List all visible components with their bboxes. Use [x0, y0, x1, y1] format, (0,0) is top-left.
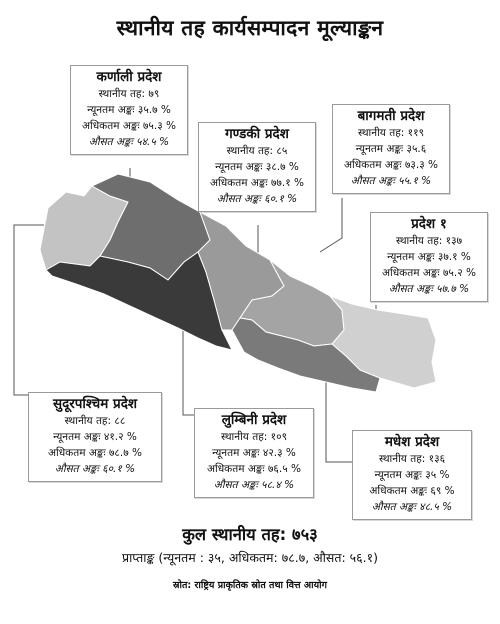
info-box-karnali [70, 65, 188, 155]
min-score: न्यूनतम अङ्कः ३८.७ % [215, 161, 299, 173]
max-score: अधिकतम अङ्कः ७७.१ % [209, 177, 305, 189]
max-score: अधिकतम अङ्कः ७५.३ % [81, 120, 177, 132]
local-units: स्थानीय तह: ७९ [98, 88, 160, 100]
info-box-province1 [370, 212, 488, 302]
max-score: अधिकतम अङ्कः ७६.५ % [206, 463, 302, 475]
province-name: कर्णाली प्रदेश [96, 69, 162, 85]
min-score: न्यूनतम अङ्कः ३७.१ % [387, 251, 471, 263]
max-score: अधिकतम अङ्कः ६९ % [369, 485, 455, 497]
leader-sudurpashchim [14, 225, 44, 395]
avg-score: औसत अङ्कः ६०.१ % [216, 193, 298, 205]
info-box-bagmati [332, 104, 450, 194]
max-score: अधिकतम अङ्कः ७८.७ % [47, 447, 143, 459]
local-units: स्थानीय तह: ८८ [64, 415, 126, 427]
avg-score: औसत अङ्कः ५७.७ % [388, 283, 470, 295]
avg-score: औसत अङ्कः ५८.४ % [213, 479, 295, 491]
province-name: लुम्बिनी प्रदेश [221, 412, 287, 428]
max-score: अधिकतम अङ्कः ७५.२ % [381, 267, 477, 279]
map-title: स्थानीय तह कार्यसम्पादन मूल्याङ्कन [116, 16, 384, 40]
info-box-gandaki [198, 122, 316, 212]
score-range: प्राप्ताङ्क (न्यूनतम : ३५, अधिकतम: ७८.७, औसत: ५६.१) [121, 550, 379, 565]
province-name: मधेश प्रदेश [384, 434, 440, 450]
local-units: स्थानीय तह: ११९ [357, 127, 425, 139]
min-score: न्यूनतम अङ्कः ३५.७ % [87, 104, 171, 116]
min-score: न्यूनतम अङ्कः ३५ % [374, 469, 450, 481]
local-units: स्थानीय तह: १३६ [378, 453, 446, 465]
province-name: प्रदेश १ [411, 216, 447, 232]
min-score: न्यूनतम अङ्कः ३५.६ [355, 143, 427, 155]
source-note: स्रोत: राष्ट्रिय प्राकृतिक स्रोत तथा वित्त आयोग [173, 580, 327, 591]
leader-madhesh [326, 382, 352, 462]
avg-score: औसत अङ्कः ६०.१ % [54, 463, 136, 475]
province-name: बागमती प्रदेश [357, 108, 425, 124]
avg-score: औसत अङ्कः ५५.१ % [350, 175, 432, 187]
local-units: स्थानीय तह: ८५ [226, 145, 288, 157]
total-local-units: कुल स्थानीय तह: ७५३ [182, 525, 318, 544]
avg-score: औसत अङ्कः ४८.५ % [371, 501, 453, 513]
province-name: गण्डकी प्रदेश [225, 126, 289, 142]
info-box-madhesh [352, 430, 472, 520]
info-box-lumbini [194, 408, 314, 498]
min-score: न्यूनतम अङ्कः ४२.३ % [212, 447, 296, 459]
local-units: स्थानीय तह: १३७ [395, 235, 463, 247]
leader-bagmati [320, 198, 342, 252]
min-score: न्यूनतम अङ्कः ४१.२ % [53, 431, 137, 443]
province-name: सुदूरपश्चिम प्रदेश [52, 396, 138, 412]
avg-score: औसत अङ्कः ५४.५ % [88, 136, 170, 148]
info-box-sudurpashchim [28, 392, 162, 482]
max-score: अधिकतम अङ्कः ७३.३ % [343, 159, 439, 171]
local-units: स्थानीय तह: १०९ [220, 431, 288, 443]
